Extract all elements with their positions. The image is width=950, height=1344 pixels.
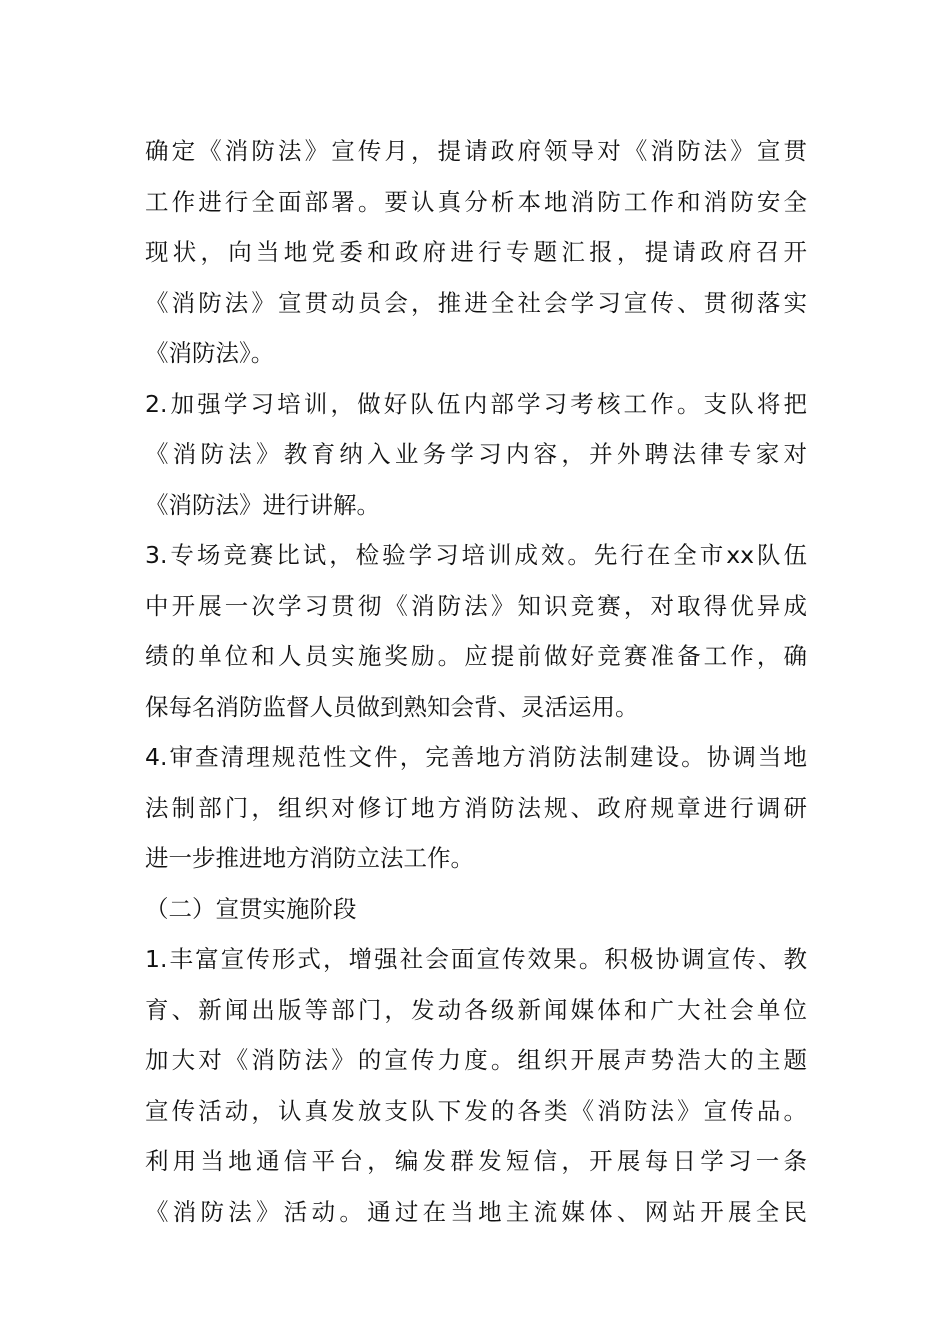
text-line: 进一步推进地方消防立法工作。 xyxy=(145,844,474,872)
text-line: 确定《消防法》宣传月，提请政府领导对《消防法》宣贯 xyxy=(145,137,807,165)
text-line: 保每名消防监督人员做到熟知会背、灵活运用。 xyxy=(145,692,639,721)
text-line: 3.专场竞赛比试，检验学习培训成效。先行在全市xx队伍 xyxy=(145,541,807,569)
text-line: 工作进行全面部署。要认真分析本地消防工作和消防安全 xyxy=(145,187,807,216)
text-line: 现状，向当地党委和政府进行专题汇报，提请政府召开 xyxy=(145,238,807,266)
text-line: 利用当地通信平台，编发群发短信，开展每日学习一条 xyxy=(145,1147,807,1175)
text-line: （二）宣贯实施阶段 xyxy=(145,894,357,923)
text-line: 《消防法》宣贯动员会，推进全社会学习宣传、贯彻落实 xyxy=(145,288,807,317)
text-line: 绩的单位和人员实施奖励。应提前做好竞赛准备工作，确 xyxy=(145,642,807,670)
text-line: 加大对《消防法》的宣传力度。组织开展声势浩大的主题 xyxy=(145,1046,807,1074)
text-line: 2.加强学习培训，做好队伍内部学习考核工作。支队将把 xyxy=(145,389,807,418)
text-line: 1.丰富宣传形式，增强社会面宣传效果。积极协调宣传、教 xyxy=(145,945,807,973)
document-body xyxy=(145,126,807,1237)
text-line: 育、新闻出版等部门，发动各级新闻媒体和广大社会单位 xyxy=(145,995,807,1024)
text-line: 4.审查清理规范性文件，完善地方消防法制建设。协调当地 xyxy=(145,743,807,771)
text-line: 《消防法》进行讲解。 xyxy=(145,490,380,519)
text-line: 《消防法》教育纳入业务学习内容，并外聘法律专家对 xyxy=(145,440,807,468)
text-line: 《消防法》。 xyxy=(145,339,275,367)
text-line: 中开展一次学习贯彻《消防法》知识竞赛，对取得优异成 xyxy=(145,591,807,620)
text-line: 宣传活动，认真发放支队下发的各类《消防法》宣传品。 xyxy=(145,1096,807,1125)
text-line: 《消防法》活动。通过在当地主流媒体、网站开展全民 xyxy=(145,1197,807,1226)
text-line: 法制部门，组织对修订地方消防法规、政府规章进行调研 xyxy=(145,793,807,822)
